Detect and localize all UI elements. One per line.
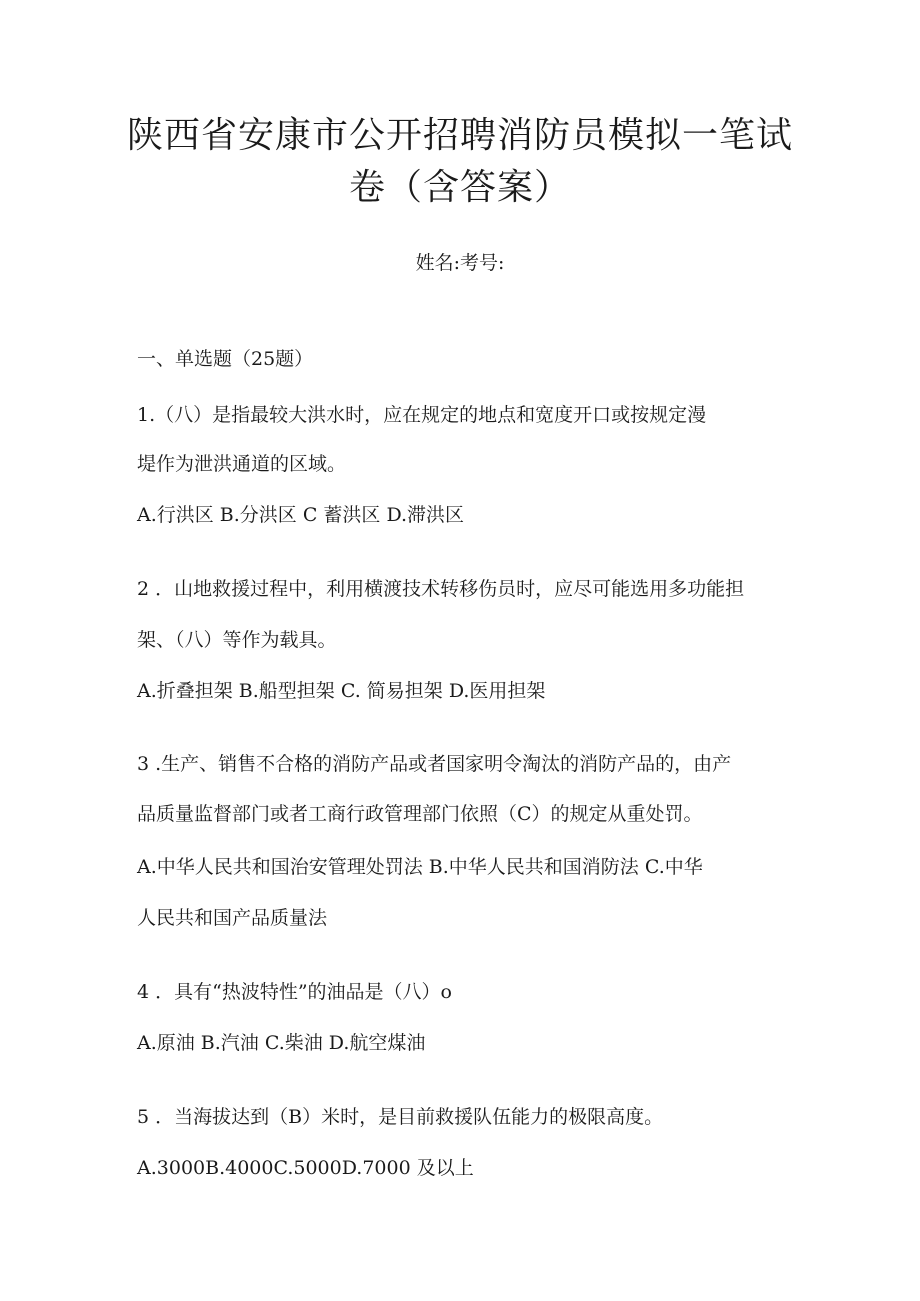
question-stem-line: 堤作为泄洪通道的区域。 xyxy=(137,453,347,475)
document-title-line-1: 陕西省安康市公开招聘消防员模拟一笔试 xyxy=(126,115,793,156)
question-options: A.行洪区 B.分洪区 C 蓄洪区 D.滞洪区 xyxy=(137,504,465,526)
question-stem-line: 4 ．具有“热波特性”的油品是（八）o xyxy=(137,981,452,1003)
question-stem-line: 架、（八）等作为载具。 xyxy=(137,629,337,651)
question-stem-line: 1.（八）是指最较大洪水时，应在规定的地点和宽度开口或按规定漫 xyxy=(137,404,707,426)
question-stem-line: 3 .生产、销售不合格的消防产品或者国家明令淘汰的消防产品的，由产 xyxy=(137,753,732,775)
section-heading: 一、单选题（25题） xyxy=(137,348,314,370)
question-options: A.折叠担架 B.船型担架 C. 简易担架 D.医用担架 xyxy=(137,680,546,702)
question-options: A.中华人民共和国治安管理处罚法 B.中华人民共和国消防法 C.中华 xyxy=(137,856,703,878)
document-title-line-2: 卷（含答案） xyxy=(348,167,571,208)
question-stem-line: 5 ．当海拔达到（B）米时，是目前救援队伍能力的极限高度。 xyxy=(137,1106,664,1128)
question-options: A.3000B.4000C.5000D.7000 及以上 xyxy=(137,1157,474,1179)
name-exam-number-line: 姓名:考号: xyxy=(415,252,505,274)
question-options: A.原油 B.汽油 C.柴油 D.航空煤油 xyxy=(137,1032,426,1054)
question-options: 人民共和国产品质量法 xyxy=(137,907,328,929)
question-stem-line: 2 ．山地救援过程中，利用横渡技术转移伤员时，应尽可能选用多功能担 xyxy=(137,578,745,600)
question-stem-line: 品质量监督部门或者工商行政管理部门依照（C）的规定从重处罚。 xyxy=(137,803,703,825)
